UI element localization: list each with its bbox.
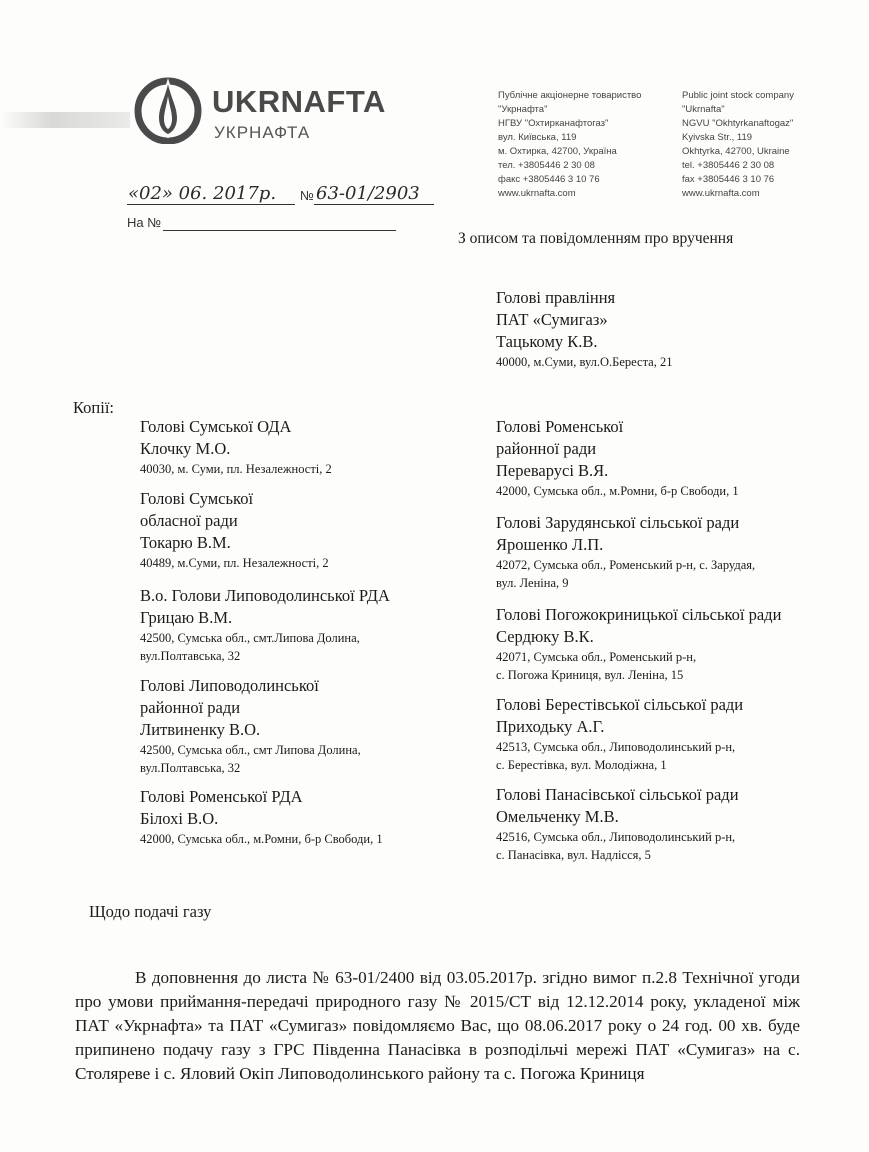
copy-recipient-address: 40030, м. Суми, пл. Незалежності, 2	[140, 462, 332, 476]
main-recipient	[496, 287, 672, 371]
copy-recipient-line: районної ради	[140, 698, 241, 717]
copy-recipient	[140, 488, 329, 572]
copy-recipient	[140, 585, 390, 665]
copy-recipient-address: с. Погожа Криниця, вул. Леніна, 15	[496, 668, 684, 682]
recipient-address: 40000, м.Суми, вул.О.Береста, 21	[496, 355, 673, 369]
company-info-line: тел. +3805446 2 30 08	[498, 160, 595, 171]
copy-recipient-address: вул. Леніна, 9	[496, 576, 569, 590]
copy-recipient-address: 42513, Сумська обл., Липоводолинський р-н,	[496, 740, 736, 754]
copy-recipient-line: Литвиненку В.О.	[140, 720, 261, 739]
copy-recipient	[140, 786, 383, 848]
letter-body	[75, 966, 800, 1086]
company-info-line: Kyivska Str., 119	[682, 132, 753, 143]
copy-recipient-address: вул.Полтавська, 32	[140, 649, 241, 663]
copy-recipient-line: Голові Сумської ОДА	[140, 417, 292, 436]
copy-recipient-address: 42000, Сумська обл., м.Ромни, б-р Свободи, 1	[140, 832, 383, 846]
company-info-line: Публічне акціонерне товариство	[498, 90, 642, 101]
company-info-line: NGVU "Okhtyrkanaftogaz"	[682, 118, 794, 129]
copy-recipient	[140, 675, 361, 777]
copy-recipient-line: Голові Берестівської сільської ради	[496, 695, 744, 714]
company-info-line: НГВУ "Охтирканафтогаз"	[498, 118, 609, 129]
copy-recipient-address: 42500, Сумська обл., смт.Липова Долина,	[140, 631, 360, 645]
copy-recipient-line: Голові Липоводолинської	[140, 676, 319, 695]
company-info-line: факс +3805446 3 10 76	[498, 174, 600, 185]
company-website-link[interactable]: www.ukrnafta.com	[498, 188, 576, 199]
copy-recipient-line: Приходьку А.Г.	[496, 717, 605, 736]
delivery-note: З описом та повідомленням про вручення	[458, 230, 734, 247]
copy-recipient-line: Голові Роменської РДА	[140, 787, 303, 806]
in-reply-to-line	[163, 230, 396, 231]
copy-recipient-line: Голові Зарудянської сільської ради	[496, 513, 740, 532]
recipient-line: ПАТ «Сумигаз»	[496, 310, 608, 329]
copy-recipient	[140, 416, 332, 478]
copy-recipient	[496, 784, 739, 864]
number-underline	[314, 204, 434, 205]
copy-recipient	[496, 416, 739, 500]
copy-recipient-address: 42500, Сумська обл., смт Липова Долина,	[140, 743, 361, 757]
copy-recipient-line: Голові Панасівської сільської ради	[496, 785, 739, 804]
company-info-line: м. Охтирка, 42700, Україна	[498, 146, 617, 157]
copy-recipient	[496, 694, 743, 774]
copies-label: Копії:	[73, 398, 115, 417]
copy-recipient-line: Переварусі В.Я.	[496, 461, 609, 480]
copy-recipient-line: Токарю В.М.	[140, 533, 231, 552]
recipient-line: Голові правління	[496, 288, 616, 307]
copy-recipient-address: 42516, Сумська обл., Липоводолинський р-н,	[496, 830, 736, 844]
company-info-line: fax +3805446 3 10 76	[682, 174, 775, 185]
copy-recipient-address: с. Панасівка, вул. Надлісся, 5	[496, 848, 651, 862]
letter-number-handwritten: 63-01/2903	[316, 183, 420, 204]
ukrnafta-flame-emblem-icon	[128, 74, 208, 144]
copy-recipient-line: Омельченку М.В.	[496, 807, 619, 826]
copy-recipient-line: Клочку М.О.	[140, 439, 231, 458]
copy-recipient-line: Голові Погожокриницької сільської ради	[496, 605, 782, 624]
company-info-line: вул. Київська, 119	[498, 132, 577, 143]
copy-recipient-line: Голові Роменської	[496, 417, 624, 436]
company-info-en	[682, 89, 794, 201]
copy-recipient-line: обласної ради	[140, 511, 238, 530]
copy-recipient-address: 42071, Сумська обл., Роменський р-н,	[496, 650, 697, 664]
copy-recipient-line: В.о. Голови Липоводолинської РДА	[140, 586, 390, 605]
logo-wordmark-latin: UKRNAFTA	[212, 84, 386, 119]
recipient-line: Тацькому К.В.	[496, 332, 598, 351]
company-info-line: Okhtyrka, 42700, Ukraine	[682, 146, 790, 157]
scan-smudge	[0, 112, 130, 128]
copy-recipient-line: Білохі В.О.	[140, 809, 219, 828]
copy-recipient	[496, 604, 781, 684]
in-reply-to-label: На №	[127, 215, 162, 230]
company-info-line: tel. +3805446 2 30 08	[682, 160, 775, 171]
copy-recipient-address: 40489, м.Суми, пл. Незалежності, 2	[140, 556, 329, 570]
company-info-line: Public joint stock company	[682, 90, 794, 101]
company-info-ua	[498, 89, 641, 201]
copy-recipient-line: Ярошенко Л.П.	[496, 535, 604, 554]
copy-recipient-line: районної ради	[496, 439, 597, 458]
copy-recipient-line: Грицаю В.М.	[140, 608, 233, 627]
logo-wordmark-cyrillic: УКРНАФТА	[214, 123, 311, 142]
letter-subject: Щодо подачі газу	[89, 902, 212, 921]
copy-recipient-address: 42000, Сумська обл., м.Ромни, б-р Свободи, 1	[496, 484, 739, 498]
copy-recipient-address: вул.Полтавська, 32	[140, 761, 241, 775]
copy-recipient-line: Голові Сумської	[140, 489, 254, 508]
copy-recipient	[496, 512, 755, 592]
body-paragraph: В доповнення до листа № 63-01/2400 від 03.05.2017р. згідно вимог п.2.8 Технічної угоди про умови приймання-передачі природного газу № 2015/СТ від 12.12.2014 року, укладеної між ПАТ «Укрнафта» та ПАТ «Сумигаз» повідомляємо Вас, що 08.06.2017 року о 24 год. 00 хв. буде припинено подачу газу з ГРС Південна Панасівка в розподільчі мережі ПАТ «Сумигаз» на с. Столяреве і с. Яловий Окіп Липоводолинського району та с. Погожа Криниця	[75, 968, 800, 1083]
company-website-link[interactable]: www.ukrnafta.com	[682, 188, 760, 199]
letter-date-handwritten: «02» 06. 2017р.	[128, 183, 277, 204]
copy-recipient-address: с. Берестівка, вул. Молодіжна, 1	[496, 758, 667, 772]
number-label: №	[300, 188, 314, 203]
company-info-line: "Ukrnafta"	[682, 104, 725, 115]
copy-recipient-line: Сердюку В.К.	[496, 627, 594, 646]
date-underline	[127, 204, 295, 205]
company-info-line: "Укрнафта"	[498, 104, 548, 115]
copy-recipient-address: 42072, Сумська обл., Роменський р-н, с. Зарудая,	[496, 558, 756, 572]
